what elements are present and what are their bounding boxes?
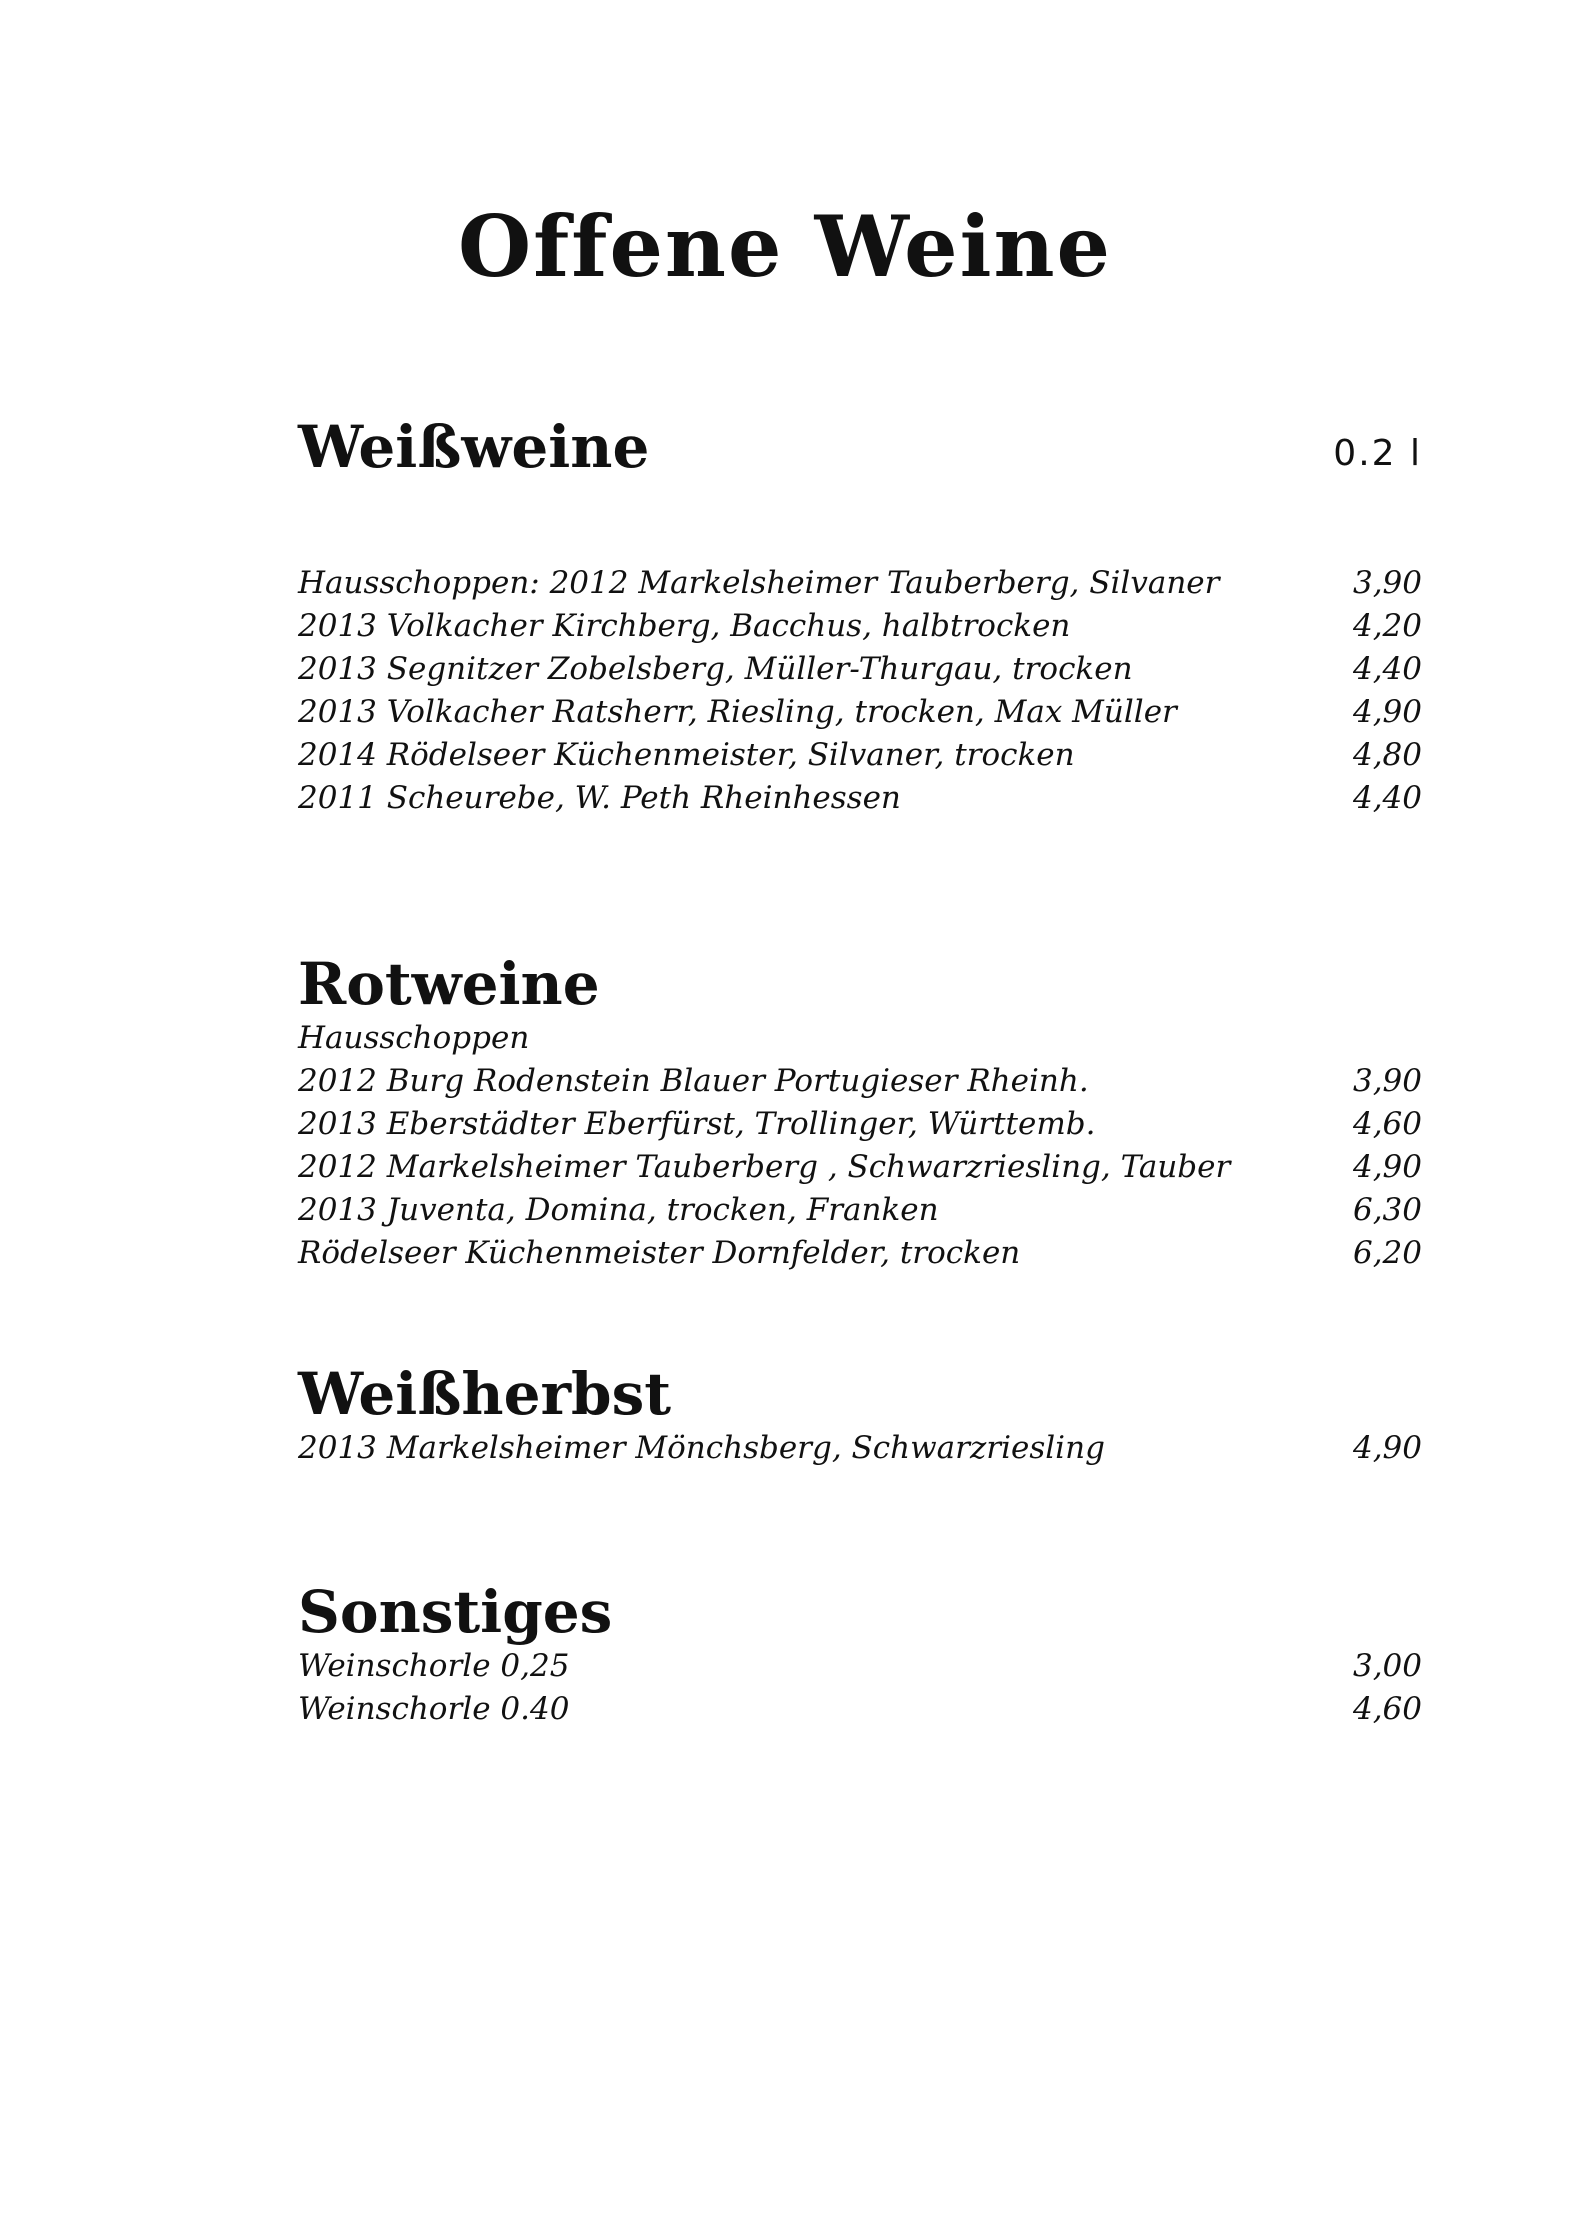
wine-list	[298, 1017, 1422, 1275]
wine-name: 2013 Segnitzer Zobelsberg, Müller-Thurgau, trocken	[298, 651, 1133, 687]
wine-price: 4,40	[1352, 651, 1422, 687]
section-title: Sonstiges	[298, 1578, 613, 1646]
list-item	[298, 1060, 1422, 1103]
section-title: Rotweine	[298, 950, 600, 1018]
list-item	[298, 1688, 1422, 1731]
wine-name: Weinschorle 0,25	[298, 1648, 570, 1684]
list-item	[298, 1103, 1422, 1146]
wine-name: Weinschorle 0.40	[298, 1691, 570, 1727]
wine-price: 4,90	[1352, 694, 1422, 730]
wine-price: 6,20	[1352, 1235, 1422, 1271]
wine-name: 2013 Eberstädter Eberfürst, Trollinger, Württemb.	[298, 1106, 1096, 1142]
list-item	[298, 691, 1422, 734]
wine-name: 2012 Markelsheimer Tauberberg , Schwarzriesling, Tauber	[298, 1149, 1231, 1185]
wine-list	[298, 562, 1422, 820]
wine-name: 2014 Rödelseer Küchenmeister, Silvaner, trocken	[298, 737, 1075, 773]
wine-price: 3,90	[1352, 1063, 1422, 1099]
list-item	[298, 734, 1422, 777]
section-heading	[298, 1360, 1422, 1428]
list-item	[298, 648, 1422, 691]
wine-name: 2012 Burg Rodenstein Blauer Portugieser Rheinh.	[298, 1063, 1089, 1099]
list-item	[298, 777, 1422, 820]
wine-name: Hausschoppen	[298, 1020, 530, 1056]
wine-name: Hausschoppen: 2012 Markelsheimer Tauberberg, Silvaner	[298, 565, 1220, 601]
list-item	[298, 1146, 1422, 1189]
section-weissweine	[298, 413, 1422, 820]
wine-price: 4,80	[1352, 737, 1422, 773]
section-heading	[298, 1578, 1422, 1646]
list-item	[298, 1189, 1422, 1232]
wine-name: 2013 Juventa, Domina, trocken, Franken	[298, 1192, 939, 1228]
wine-price: 4,20	[1352, 608, 1422, 644]
wine-price: 4,40	[1352, 780, 1422, 816]
wine-list	[298, 1645, 1422, 1731]
section-title: Weißherbst	[298, 1360, 672, 1428]
wine-price: 4,60	[1352, 1691, 1422, 1727]
list-item	[298, 1645, 1422, 1688]
section-heading	[298, 950, 1422, 1018]
section-title: Weißweine	[298, 413, 650, 481]
section-heading	[298, 413, 1422, 481]
section-sonstiges	[298, 1578, 1422, 1731]
wine-name: 2013 Markelsheimer Mönchsberg, Schwarzriesling	[298, 1430, 1105, 1466]
list-item	[298, 1017, 1422, 1060]
wine-price: 3,90	[1352, 565, 1422, 601]
wine-name: Rödelseer Küchenmeister Dornfelder, trocken	[298, 1235, 1021, 1271]
wine-price: 4,90	[1352, 1149, 1422, 1185]
list-item	[298, 605, 1422, 648]
page-title: Offene Weine	[458, 197, 1112, 296]
wine-name: 2013 Volkacher Ratsherr, Riesling, trocken, Max Müller	[298, 694, 1177, 730]
volume-unit: 0.2 l	[1333, 433, 1422, 474]
wine-name: 2013 Volkacher Kirchberg, Bacchus, halbtrocken	[298, 608, 1071, 644]
list-item	[298, 1427, 1422, 1470]
wine-name: 2011 Scheurebe, W. Peth Rheinhessen	[298, 780, 901, 816]
wine-price: 4,90	[1352, 1430, 1422, 1466]
section-rotweine	[298, 950, 1422, 1275]
section-weissherbst	[298, 1360, 1422, 1470]
list-item	[298, 1232, 1422, 1275]
wine-price: 4,60	[1352, 1106, 1422, 1142]
wine-list	[298, 1427, 1422, 1470]
list-item	[298, 562, 1422, 605]
wine-price: 3,00	[1352, 1648, 1422, 1684]
wine-price: 6,30	[1352, 1192, 1422, 1228]
